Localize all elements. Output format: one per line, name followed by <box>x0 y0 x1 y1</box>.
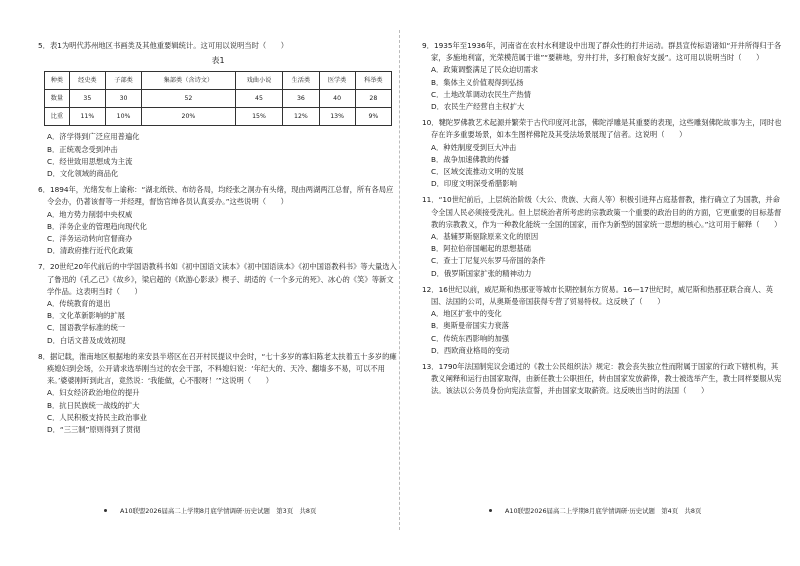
question-9-option-d: D．农民生产经营自主权扩大 <box>431 102 525 112</box>
question-8-stem: 8．据记载，淮南地区根据地的来安县半塔区在召开村民提议中会时，“七十多岁的寡妇陈老太扶着五十多岁的瘫痪媳妇到会场，公开请求选举刚当过的农会干部，不料媳妇说：‘年纪大的、天冷、翻墙多不易，可以不用来。’婆婆刚听到此言，竟然说：‘我能做，心不服呀！’”这说明（ ） <box>38 351 397 386</box>
question-11-option-a: A．基辅罗斯驱除原来文化的原因 <box>431 232 539 242</box>
question-9-option-c: C．土地改革调动农民生产热情 <box>431 89 531 99</box>
question-8-option-c: C．人民积极支持民主政治事业 <box>47 412 147 422</box>
statistics-table <box>44 71 392 126</box>
question-8-option-d: D．“三三制”原则得到了贯彻 <box>47 425 141 435</box>
table-cell: 20% <box>142 108 235 126</box>
question-5-option-a: A．济学得到广泛应用普遍化 <box>47 132 140 142</box>
table-header-cell: 经史类 <box>69 72 105 90</box>
question-11-option-c: C．查士丁尼复兴东罗马帝国的条件 <box>431 256 546 266</box>
question-12-option-b: B．奥斯曼帝国实力衰落 <box>431 321 509 331</box>
table-cell: 28 <box>355 90 391 108</box>
table-cell: 12% <box>283 108 319 126</box>
question-8-option-b: B．抗日民族统一战线的扩大 <box>47 400 140 410</box>
question-10-option-b: B．战争加速佛教的传播 <box>431 154 509 164</box>
question-12-option-a: A．地区扩张中的变化 <box>431 309 502 319</box>
question-7-option-b: B．文化革新影响的扩展 <box>47 311 125 321</box>
question-6-option-b: B．洋务企业的管理趋向现代化 <box>47 221 147 231</box>
question-9-option-a: A．政策调整满足了民众迫切需求 <box>431 65 539 75</box>
table-cell: 9% <box>355 108 391 126</box>
question-11-stem: 11．“10世纪前后，上层统治阶级（大公、贵族、大商人等）积极引进拜占庭基督教，推行确立了为国教，并命令全国人民必须接受洗礼。但上层统治者所考虑的宗教政策一个重要的政治目的的方面，它更重要的目标基督教的宗教教义，作为一种教化能统一全国的国家，而作为新型的国家统一思想的核心。”这可用于解释（ ） <box>422 195 782 229</box>
table-cell: 11% <box>69 108 105 126</box>
question-6-option-d: D．清政府推行近代化政策 <box>47 246 133 256</box>
question-5-option-d: D．文化领域的商品化 <box>47 169 119 179</box>
table-header-cell: 戏曲小说 <box>235 72 283 90</box>
question-9-option-b: B．集体主义价值观得到弘扬 <box>431 77 524 87</box>
question-6-stem: 6．1894年，光绪发布上谕称：“湖北纸铁、布纺各局，均经张之洞办有头绪，现由两湖两江总督，所有各局应令会办，仍著该督等一并经理，督饬官绅各员认真妥办。”这些说明（ ） <box>38 185 394 207</box>
table-cell: 比重 <box>45 108 70 126</box>
question-12-stem: 12．16世纪以前，威尼斯和热那亚等城市长期控制东方贸易。16—17世纪时，威尼斯和热那亚联合商人、英国、法国的公司，从奥斯曼帝国获得专营了贸易特权。这反映了（ ） <box>422 284 773 307</box>
footer-bullet <box>104 509 107 512</box>
question-7-option-c: C．国语教学标准的统一 <box>47 323 126 333</box>
table-header-cell: 种类 <box>45 72 70 90</box>
table-1-title: 表1 <box>211 56 225 66</box>
table-cell: 40 <box>319 90 355 108</box>
footer-bullet <box>489 509 492 512</box>
question-10-stem: 10．犍陀罗佛教艺术起源并繁荣于古代印度河北部，佛陀浮雕是其重要的表现，这些雕刻佛陀故事为主，同时也存在许多重要场景，如本生图样佛陀及其受法场景展现了信者。这说明（ ） <box>422 118 782 140</box>
question-6-option-a: A．地方势力削弱中央权威 <box>47 209 133 219</box>
question-10-option-d: D．印度文明深受希腊影响 <box>431 179 517 189</box>
question-6-option-c: C．洋务运动转向官督商办 <box>47 234 133 244</box>
question-12-option-d: D．西欧商业格局的变动 <box>431 345 510 355</box>
table-cell: 30 <box>105 90 141 108</box>
right-page-footer: A10联盟2026届高二上学期8月底学情调研·历史试题 第4页 共8页 <box>505 507 702 515</box>
question-7-option-d: D．白话文普及成效初现 <box>47 335 126 345</box>
question-10-option-a: A．种姓制度受到巨大冲击 <box>431 142 517 152</box>
table-header-cell: 科举类 <box>355 72 391 90</box>
table-header-cell: 子部类 <box>105 72 141 90</box>
table-cell: 15% <box>235 108 283 126</box>
question-8-option-a: A．妇女经济政治地位的提升 <box>47 388 140 398</box>
table-cell: 36 <box>283 90 319 108</box>
question-11-option-d: D．俄罗斯国家扩张的精神动力 <box>431 268 532 278</box>
question-5-option-c: C．经世致用思想成为主流 <box>47 156 133 166</box>
question-5-option-b: B．正统观念受到冲击 <box>47 144 118 154</box>
question-12-option-c: C．传统东西影响的加强 <box>431 333 510 343</box>
table-cell: 35 <box>69 90 105 108</box>
question-13-stem: 13．1790年法国制宪议会通过的《教士公民组织法》规定：教会丧失独立性而附属于国家的行政下辖机构，其教义阐释和运行由国家取得，由新任教士公职担任，转由国家发放薪俸，教士被选举产生，教士同样要服从宪法。该法以公务员身份向宪法宣誓，并由国家支取薪资。这反映出当时的法国（ ） <box>422 362 782 396</box>
table-header-row <box>45 72 392 90</box>
question-11-option-b: B．阿拉伯帝国崛起的思想基础 <box>431 244 531 254</box>
table-header-cell: 生活类 <box>283 72 319 90</box>
table-row-count <box>45 90 392 108</box>
page-divider <box>399 30 400 530</box>
question-7-option-a: A．传统教育的退出 <box>47 299 111 309</box>
table-cell: 13% <box>319 108 355 126</box>
question-10-option-c: C．区域交流推动文明的发展 <box>431 167 524 177</box>
table-header-cell: 集部类（含诗文） <box>142 72 235 90</box>
table-cell: 数量 <box>45 90 70 108</box>
table-cell: 45 <box>235 90 283 108</box>
question-5-stem: 5．表1为明代苏州地区书画类及其他重要辑统计。这可用以说明当时（ ） <box>38 41 289 50</box>
table-cell: 10% <box>105 108 141 126</box>
left-page <box>38 40 398 436</box>
question-7-stem: 7．20世纪20年代前后的中学国语教科书如《初中国语文读本》《初中国语读本》《初中国语教科书》等大量选入了鲁迅的《孔乙己》《故乡》，梁启超的《欧游心影录》楔子、胡适的《一个多元的死》、冰心的《笑》等新文学作品。这表明当时（ ） <box>38 262 397 296</box>
left-page-footer: A10联盟2026届高二上学期8月底学情调研·历史试题 第3页 共8页 <box>120 507 317 515</box>
right-page <box>422 40 782 398</box>
question-9-stem: 9．1935年至1936年，河南省在农村水利建设中出现了群众性的打井运动。群县宣传标语诸如“开井所得归于各家，多施地利富，光荣模范属于谁”“要耕地，穷井打井，多打粮食好支援”。这可用以说明当时（ ） <box>422 41 782 63</box>
table-row-ratio <box>45 108 392 126</box>
table-cell: 52 <box>142 90 235 108</box>
table-header-cell: 医学类 <box>319 72 355 90</box>
